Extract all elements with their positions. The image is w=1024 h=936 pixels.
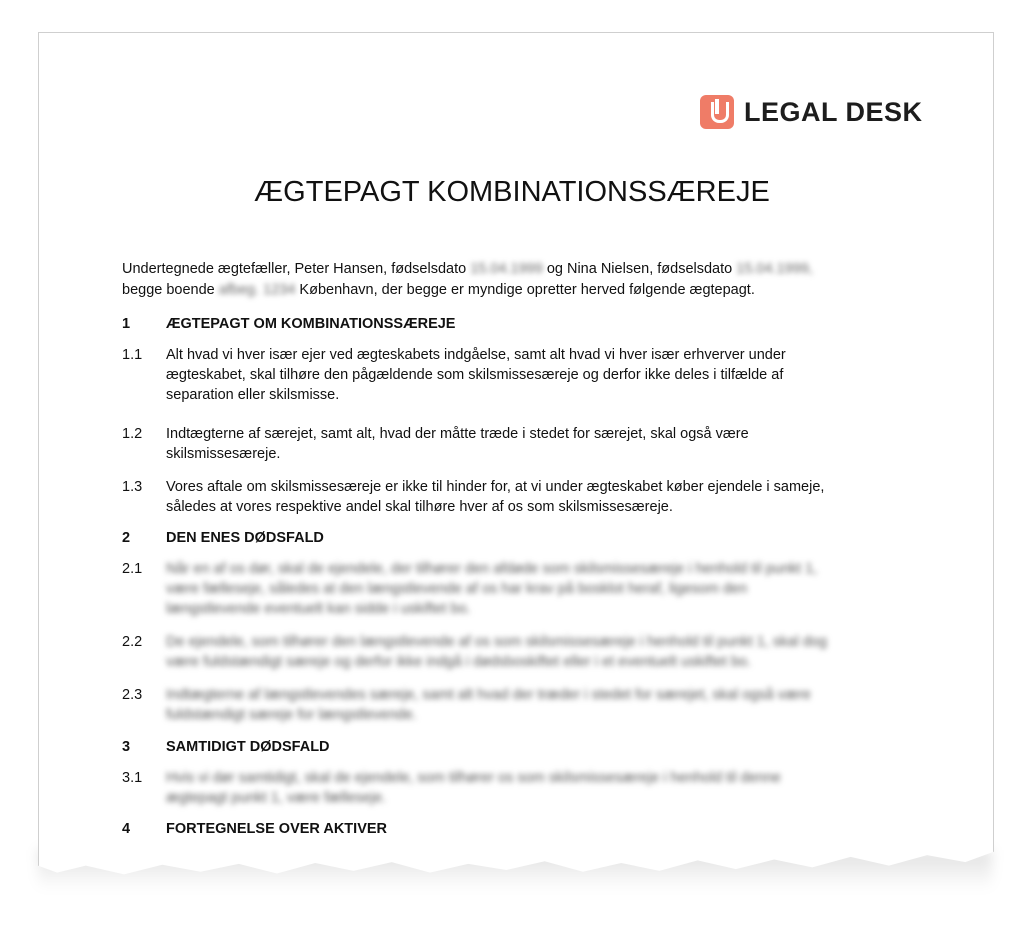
- section-number: 4: [122, 821, 131, 837]
- section-heading: [122, 528, 842, 548]
- clause-text-blurred: De ejendele, som tilhører den længstlevende af os som skilsmissesæreje i henhold til punkt 1, skal dog være fuldstændigt særeje og derfor ikke indgå i dødsboskiftet eller i et eventuelt uskiftet bo.: [166, 634, 827, 670]
- clause: [122, 424, 842, 464]
- clause: [122, 345, 842, 405]
- section-number: 2: [122, 530, 131, 546]
- section-heading-text: FORTEGNELSE OVER AKTIVER: [166, 821, 388, 837]
- intro-paragraph: [122, 259, 842, 301]
- clause-blurred: [122, 632, 842, 672]
- logo-text: LEGAL DESK: [744, 96, 923, 127]
- clause: [122, 477, 842, 517]
- legal-desk-logo-icon: [700, 95, 734, 129]
- section-heading: [122, 737, 842, 757]
- clause-number: 2.3: [122, 687, 143, 703]
- intro-text-3: begge boende: [122, 282, 215, 298]
- clause-number: 2.2: [122, 634, 143, 650]
- clause-number: 1.1: [122, 347, 143, 363]
- clause-number: 1.3: [122, 479, 143, 495]
- legal-desk-logo: [700, 95, 923, 129]
- clause-blurred: [122, 559, 842, 619]
- clause-number: 2.1: [122, 561, 143, 577]
- clause-text-blurred: Hvis vi dør samtidigt, skal de ejendele, som tilhører os som skilsmissesæreje i henhold til denne ægtepagt punkt 1, være fælleseje.: [166, 770, 781, 806]
- redacted-birthdate-2: 15.04.1999,: [736, 261, 813, 277]
- section-number: 3: [122, 739, 131, 755]
- intro-text-4: København, der begge er myndige opretter herved følgende ægtepagt.: [299, 282, 755, 298]
- section-heading-text: SAMTIDIGT DØDSFALD: [166, 739, 330, 755]
- intro-text-1: Undertegnede ægtefæller, Peter Hansen, fødselsdato: [122, 261, 467, 277]
- clause-blurred: [122, 685, 842, 725]
- clause-text: Indtægterne af særejet, samt alt, hvad der måtte træde i stedet for særejet, skal også være skilsmissesæreje.: [166, 426, 749, 462]
- document-title: ÆGTEPAGT KOMBINATIONSSÆREJE: [254, 176, 770, 208]
- intro-text-2: og Nina Nielsen, fødselsdato: [546, 261, 733, 277]
- clause-number: 3.1: [122, 770, 143, 786]
- clause-blurred: [122, 768, 842, 808]
- redacted-birthdate-1: 15.04.1999: [470, 261, 543, 277]
- section-heading-text: DEN ENES DØDSFALD: [166, 530, 324, 546]
- clause-number: 1.2: [122, 426, 143, 442]
- redacted-address: afbeg. 1234: [218, 282, 296, 298]
- section-heading-text: ÆGTEPAGT OM KOMBINATIONSSÆREJE: [166, 316, 456, 332]
- clause-text-blurred: Indtægterne af længstlevendes særeje, samt alt hvad der træder i stedet for særejet, skal også være fuldstændigt særeje for længstlevende.: [166, 687, 811, 723]
- clause-text: Alt hvad vi hver især ejer ved ægteskabets indgåelse, samt alt hvad vi hver især erhverver under ægteskabet, skal tilhøre den pågældende som skilsmissesæreje og derfor ikke deles i tilfælde af separation eller skilsmisse.: [166, 347, 786, 403]
- clause-text-blurred: Når en af os dør, skal de ejendele, der tilhører den afdøde som skilsmissesæreje i henhold til punkt 1, være fælleseje, således at den længstlevende af os har krav på bosklot heraf, ligesom den længstlevende eventuelt kan sidde i uskiftet bo.: [166, 561, 818, 617]
- section-heading: [122, 314, 842, 334]
- section-heading: [122, 819, 842, 839]
- section-number: 1: [122, 316, 131, 332]
- clause-text: Vores aftale om skilsmissesæreje er ikke til hinder for, at vi under ægteskabet køber ejendele i sameje, således at vores respektive andel skal tilhøre hver af os som skilsmissesæreje.: [166, 479, 825, 515]
